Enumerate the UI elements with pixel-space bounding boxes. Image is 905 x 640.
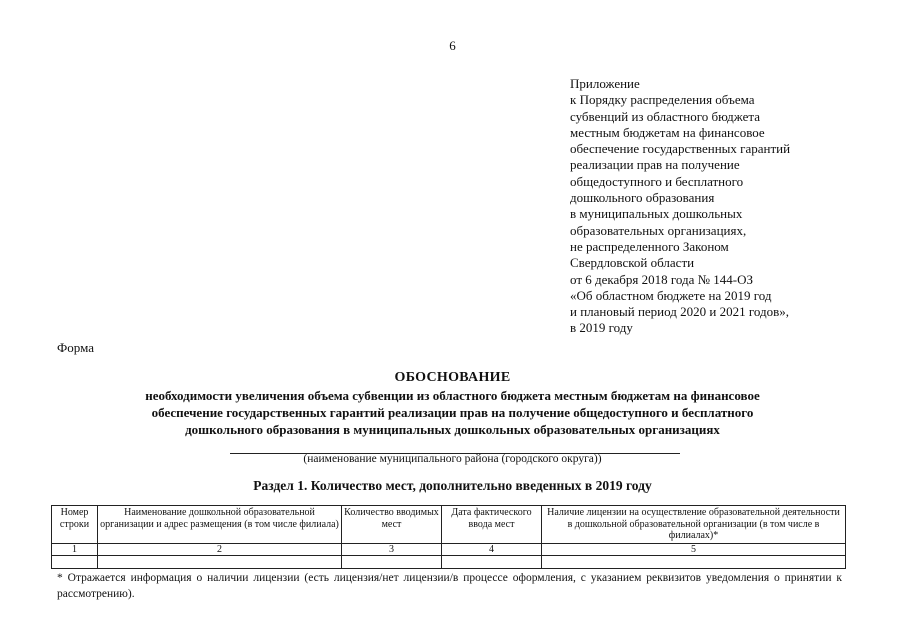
appendix-note <box>570 76 870 337</box>
header-places-count: Количество вводимых мест <box>342 506 442 544</box>
column-number: 3 <box>342 543 442 555</box>
column-number: 2 <box>98 543 342 555</box>
column-number: 1 <box>52 543 98 555</box>
header-row-number: Номер строки <box>52 506 98 544</box>
column-number: 5 <box>542 543 846 555</box>
table-cell <box>342 555 442 568</box>
appendix-line: и плановый период 2020 и 2021 годов», <box>570 304 789 320</box>
appendix-line: в 2019 году <box>570 320 633 336</box>
appendix-line: не распределенного Законом <box>570 238 729 254</box>
appendix-line: к Порядку распределения объема <box>570 92 755 108</box>
table-header-row <box>52 506 846 544</box>
appendix-line: обеспечение государственных гарантий <box>570 141 791 157</box>
appendix-line: образовательных организациях, <box>570 222 747 238</box>
table-cell <box>542 555 846 568</box>
header-actual-date: Дата фактического ввода мест <box>442 506 542 544</box>
places-table <box>51 505 846 569</box>
appendix-line: от 6 декабря 2018 года № 144-ОЗ <box>570 271 754 287</box>
page-number: 6 <box>449 38 456 53</box>
subtitle-line: дошкольного образования в муниципальных дошкольных образовательных организациях <box>185 422 720 437</box>
header-license: Наличие лицензии на осуществление образовательной деятельности в дошкольной образовательной организации (в том числе в филиалах)* <box>542 506 846 544</box>
subtitle-line: обеспечение государственных гарантий реализации прав на получение общедоступного и бесплатного <box>151 405 754 420</box>
document-title: ОБОСНОВАНИЕ <box>394 370 511 385</box>
appendix-line: местным бюджетам на финансовое <box>570 124 765 140</box>
municipality-caption: (наименование муниципального района (городского округа)) <box>303 453 602 465</box>
appendix-line: дошкольного образования <box>570 190 715 206</box>
appendix-line: реализации прав на получение <box>570 157 740 173</box>
section-title: Раздел 1. Количество мест, дополнительно введенных в 2019 году <box>253 478 652 493</box>
document-subtitle <box>60 387 845 438</box>
table-row <box>52 555 846 568</box>
subtitle-line: необходимости увеличения объема субвенции из областного бюджета местным бюджетам на финансовое <box>145 388 760 403</box>
form-label: Форма <box>57 340 94 355</box>
appendix-line: Приложение <box>570 76 640 91</box>
appendix-line: Свердловской области <box>570 255 695 271</box>
table-cell <box>52 555 98 568</box>
appendix-line: субвенций из областного бюджета <box>570 108 760 124</box>
appendix-line: «Об областном бюджете на 2019 год <box>570 287 772 303</box>
header-organization-name: Наименование дошкольной образовательной организации и адрес размещения (в том числе филиала) <box>98 506 342 544</box>
table-cell <box>442 555 542 568</box>
column-number-row <box>52 543 846 555</box>
appendix-line: общедоступного и бесплатного <box>570 173 744 189</box>
footnote: * Отражается информация о наличии лицензии (есть лицензия/нет лицензии/в процессе оформления, с указанием реквизитов уведомления о принятии к рассмотрению). <box>57 572 842 600</box>
appendix-line: в муниципальных дошкольных <box>570 206 743 222</box>
table-cell <box>98 555 342 568</box>
column-number: 4 <box>442 543 542 555</box>
